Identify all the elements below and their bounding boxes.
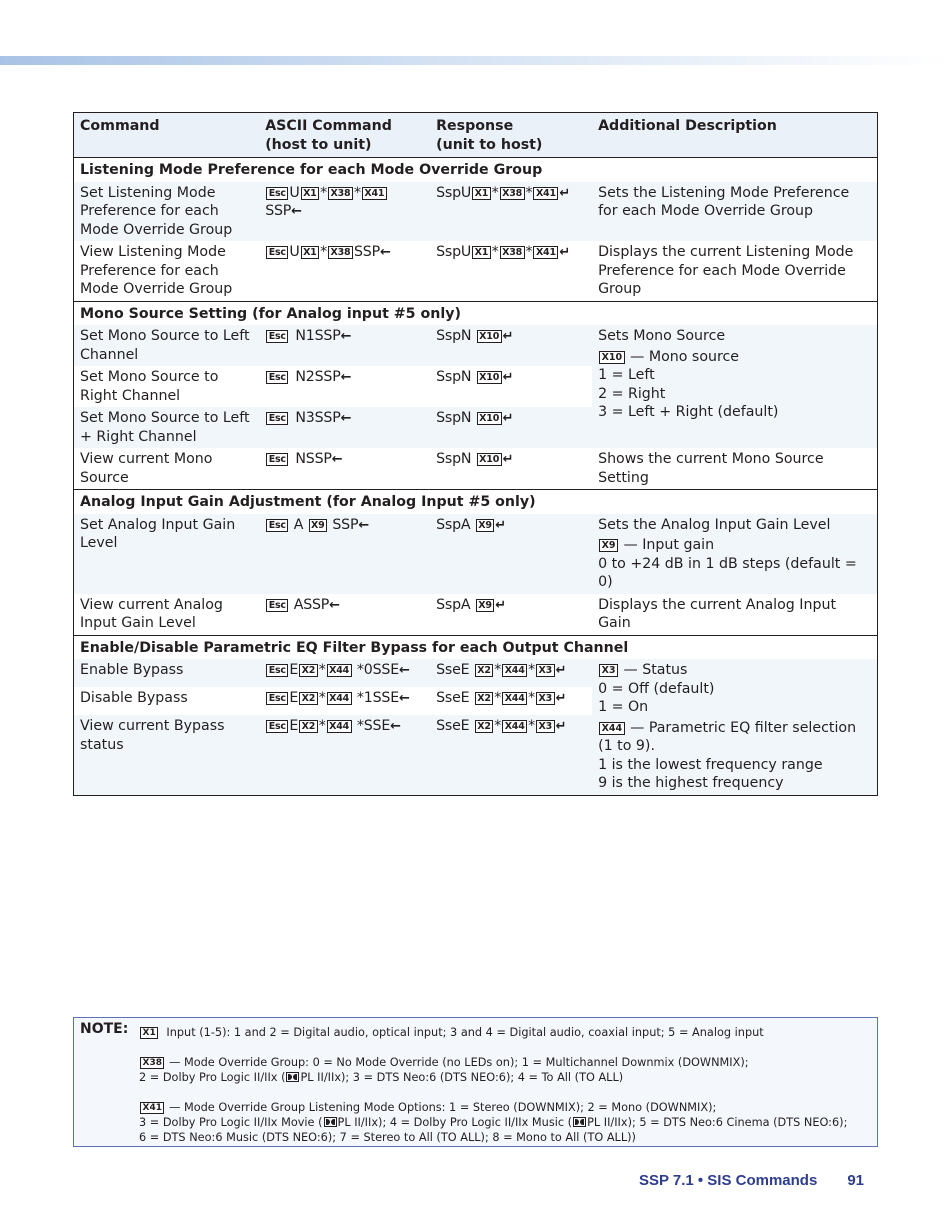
note-box <box>73 1017 878 1147</box>
table-row <box>74 594 878 636</box>
response-cell: SseE X2 * X44 * X3 ↵ <box>436 662 567 678</box>
dolby-double-d-icon <box>286 1072 299 1082</box>
response-cell: SspU X1 * X38 * X41 ↵ <box>436 184 571 201</box>
section-heading-row <box>74 158 878 182</box>
response-cell: SspA X9 ↵ <box>436 596 506 613</box>
response-cell: SspN X10 ↵ <box>436 328 514 344</box>
command-cell: View current Mono Source <box>80 451 213 486</box>
response-cell: SspU X1 * X38 * X41 ↵ <box>436 244 571 260</box>
dolby-double-d-icon <box>573 1117 586 1127</box>
description-cell: Displays the current Listening Mode Preference for each Mode Override Group <box>598 244 854 297</box>
table-row <box>74 325 878 366</box>
response-cell: SspN X10 ↵ <box>436 451 514 467</box>
table-row <box>74 182 878 242</box>
section-title: Listening Mode Preference for each Mode Override Group <box>74 158 878 182</box>
command-cell: Set Mono Source to Left Channel <box>80 328 250 363</box>
ascii-cell: Esc U X1 * X38 SSP← <box>259 241 430 301</box>
description-cell: Sets the Analog Input Gain Level X9 — Input gain 0 to +24 dB in 1 dB steps (default = 0) <box>598 516 857 590</box>
header-description: Additional Description <box>592 113 877 158</box>
description-cell: Displays the current Analog Input Gain <box>598 596 837 631</box>
response-cell: SseE X2 * X44 * X3 ↵ <box>436 690 567 706</box>
ascii-cell: Esc A X9 SSP← <box>259 514 430 594</box>
table-row <box>74 448 878 490</box>
command-cell: Set Listening Mode Preference for each Mode Override Group <box>80 184 233 238</box>
command-cell: View current Analog Input Gain Level <box>80 596 223 631</box>
table-header-row <box>74 113 878 158</box>
ascii-cell: Esc E X2 * X44 *0SSE← <box>259 659 430 687</box>
dolby-double-d-icon <box>324 1117 337 1127</box>
ascii-cell: Esc ASSP← <box>259 594 430 636</box>
note-x41: X41 — Mode Override Group Listening Mode Options: 1 = Stereo (DOWNMIX); 2 = Mono (DOWNMIX); 3 = Dolby Pro Logic II/IIx Movie ( PL II/IIx); 4 = Dolby Pro Logic II/IIx Music ( PL II/IIx); 5 = DTS Neo:6 Cinema (DTS NEO:6); 6 = DTS Neo:6 Music (DTS NEO:6); 7 = Stereo to All (TO ALL); 8 = Mono to All (TO ALL)) <box>139 1101 848 1144</box>
section-title: Analog Input Gain Adjustment (for Analog Input #5 only) <box>74 490 878 514</box>
note-label: NOTE: <box>80 1021 129 1037</box>
ascii-cell: Esc N3SSP← <box>259 407 430 448</box>
command-cell: Set Mono Source to Right Channel <box>80 369 219 404</box>
footer-title: SSP 7.1 • SIS Commands <box>638 1172 818 1189</box>
command-cell: Set Mono Source to Left + Right Channel <box>80 410 250 445</box>
ascii-cell: Esc N2SSP← <box>259 366 430 407</box>
note-body <box>139 1025 864 1160</box>
description-cell: Sets the Listening Mode Preference for each Mode Override Group <box>598 184 850 219</box>
header-command: Command <box>74 113 260 158</box>
section-title: Enable/Disable Parametric EQ Filter Bypass for each Output Channel <box>74 635 878 659</box>
description-cell: Sets Mono Source X10 — Mono source 1 = Left 2 = Right 3 = Left + Right (default) <box>592 325 877 448</box>
ascii-cell: Esc E X2 * X44 *SSE← <box>259 715 430 795</box>
header-response: Response (unit to host) <box>430 113 592 158</box>
response-cell: SspA X9 ↵ <box>436 516 506 533</box>
section-heading-row <box>74 301 878 325</box>
command-cell: View Listening Mode Preference for each Mode Override Group <box>80 244 233 297</box>
response-cell: SspN X10 ↵ <box>436 410 514 426</box>
response-cell: SseE X2 * X44 * X3 ↵ <box>436 718 567 734</box>
command-cell: View current Bypass status <box>80 718 225 753</box>
description-cell: X3 — Status 0 = Off (default) 1 = On X44 — Parametric EQ filter selection (1 to 9). 1 is the lowest frequency range 9 is the highest frequency <box>592 659 877 795</box>
table-row <box>74 241 878 301</box>
command-cell: Enable Bypass <box>80 662 184 678</box>
sis-command-table <box>73 112 878 796</box>
ascii-cell: Esc E X2 * X44 *1SSE← <box>259 687 430 715</box>
description-cell: Shows the current Mono Source Setting <box>598 451 824 486</box>
ascii-cell: Esc NSSP← <box>259 448 430 490</box>
section-heading-row <box>74 635 878 659</box>
table-row <box>74 514 878 594</box>
header-gradient-band <box>0 56 950 65</box>
page-number: 91 <box>847 1172 864 1189</box>
response-cell: SspN X10 ↵ <box>436 369 514 385</box>
section-title: Mono Source Setting (for Analog input #5 only) <box>74 301 878 325</box>
ascii-cell: Esc N1SSP← <box>259 325 430 366</box>
header-ascii-command: ASCII Command (host to unit) <box>259 113 430 158</box>
note-x1: X1 Input (1-5): 1 and 2 = Digital audio, optical input; 3 and 4 = Digital audio, coaxial input; 5 = Analog input <box>139 1025 864 1040</box>
command-cell: Set Analog Input Gain Level <box>80 516 236 551</box>
command-cell: Disable Bypass <box>80 690 188 706</box>
table-row <box>74 659 878 687</box>
page-footer <box>639 1172 864 1189</box>
section-heading-row <box>74 490 878 514</box>
note-x38: X38 — Mode Override Group: 0 = No Mode Override (no LEDs on); 1 = Multichannel Downmix (DOWNMIX); 2 = Dolby Pro Logic II/IIx ( PL II/IIx); 3 = DTS Neo:6 (DTS NEO:6); 4 = To All (TO ALL) <box>139 1056 749 1084</box>
ascii-cell: Esc U X1 * X38 * X41 SSP← <box>259 182 430 242</box>
